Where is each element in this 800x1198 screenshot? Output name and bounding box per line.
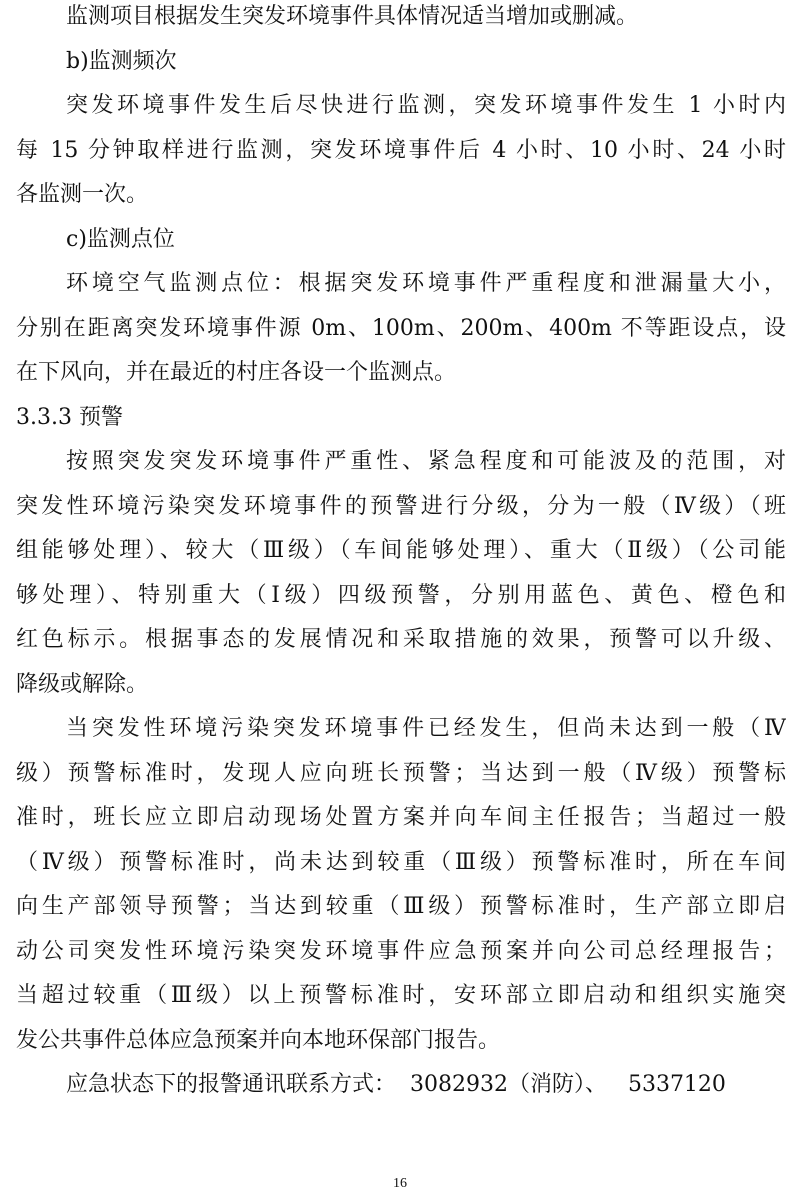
text-line: 突发性环境污染突发环境事件的预警进行分级，分为一般（Ⅳ级）（班 (16, 494, 786, 519)
text-line: 当超过较重（Ⅲ级）以上预警标准时，安环部立即启动和组织实施突 (16, 983, 786, 1008)
text-line: 当突发性环境污染突发环境事件已经发生，但尚未达到一般（Ⅳ (66, 716, 786, 741)
text-line: （Ⅳ级）预警标准时，尚未达到较重（Ⅲ级）预警标准时，所在车间 (16, 850, 786, 875)
text-line: 每 15 分钟取样进行监测，突发环境事件后 4 小时、10 小时、24 小时 (16, 138, 786, 163)
text-line: 分别在距离突发环境事件源 0m、100m、200m、400m 不等距设点，设 (16, 316, 786, 341)
subheading-monitoring-frequency: b)监测频次 (66, 49, 177, 74)
section-heading-warning: 3.3.3 预警 (16, 405, 123, 430)
text-line: 红色标示。根据事态的发展情况和采取措施的效果，预警可以升级、 (16, 627, 786, 652)
text-line: 准时，班长应立即启动现场处置方案并向车间主任报告；当超过一般 (16, 805, 786, 830)
text-line: 向生产部领导预警；当达到较重（Ⅲ级）预警标准时，生产部立即启 (16, 894, 786, 919)
page-number: 16 (393, 1176, 407, 1191)
subheading-monitoring-points: c)监测点位 (66, 227, 175, 252)
text-line: 各监测一次。 (16, 182, 149, 207)
text-line: 环境空气监测点位：根据突发环境事件严重程度和泄漏量大小， (66, 271, 786, 296)
text-line: 在下风向，并在最近的村庄各设一个监测点。 (16, 360, 457, 385)
text-line: 组能够处理）、较大（Ⅲ级）（车间能够处理）、重大（Ⅱ级）（公司能 (16, 538, 786, 563)
text-line: 动公司突发性环境污染突发环境事件应急预案并向公司总经理报告； (16, 939, 786, 964)
text-line: 突发环境事件发生后尽快进行监测，突发环境事件发生 1 小时内 (66, 93, 786, 118)
text-line: 级）预警标准时，发现人应向班长预警；当达到一般（Ⅳ级）预警标 (16, 761, 786, 786)
text-line: 按照突发突发环境事件严重性、紧急程度和可能波及的范围，对 (66, 449, 786, 474)
contact-line: 应急状态下的报警通讯联系方式： 3082932（消防）、 5337120 (66, 1072, 726, 1097)
text-line: 够处理）、特别重大（Ⅰ级）四级预警，分别用蓝色、黄色、橙色和 (16, 583, 786, 608)
text-line: 降级或解除。 (16, 672, 149, 697)
text-line: 发公共事件总体应急预案并向本地环保部门报告。 (16, 1028, 501, 1053)
text-line: 监测项目根据发生突发环境事件具体情况适当增加或删减。 (66, 4, 639, 29)
